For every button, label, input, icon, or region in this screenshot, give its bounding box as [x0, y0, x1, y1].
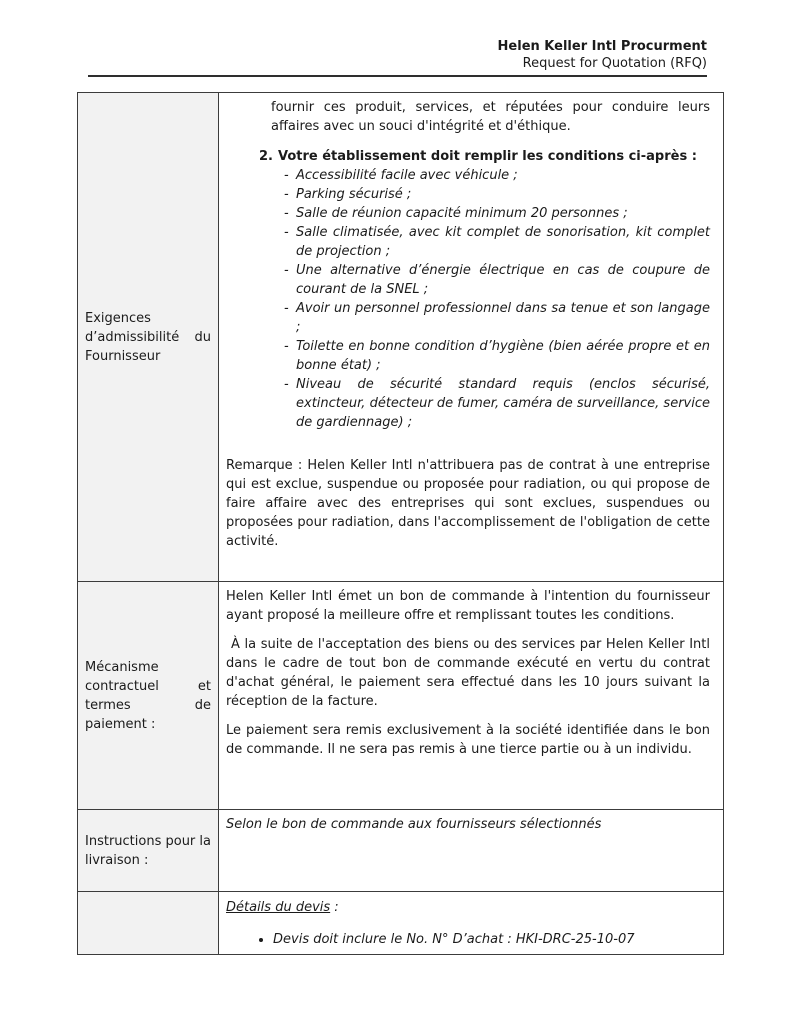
doc-header: [88, 38, 707, 77]
condition-item: - Toilette en bonne condition d’hygiène (bien aérée propre et en bonne état) ;: [284, 337, 710, 375]
condition-item: - Avoir un personnel professionnel dans sa tenue et son langage ;: [284, 299, 710, 337]
conditions-list: [226, 166, 710, 432]
row-quote-details: [78, 892, 724, 955]
condition-item: - Niveau de sécurité standard requis (enclos sécurisé, extincteur, détecteur de fumer, caméra de surveillance, service de gardiennage) ;: [284, 375, 710, 432]
quote-details-heading-colon: :: [330, 900, 339, 915]
condition-item: - Accessibilité facile avec véhicule ;: [284, 166, 710, 185]
contract-paragraph: Le paiement sera remis exclusivement à la société identifiée dans le bon de commande. Il ne sera pas remis à une tierce partie ou à un individu.: [226, 723, 710, 757]
eligibility-continuation-paragraph: fournir ces produit, services, et réputées pour conduire leurs affaires avec un souci d'intégrité et d'éthique.: [271, 100, 710, 134]
quote-details-content-cell: [219, 892, 724, 955]
conditions-heading-number: 2.: [259, 149, 273, 164]
row-contract: [78, 582, 724, 810]
conditions-heading-text: Votre établissement doit remplir les conditions ci-après :: [277, 149, 697, 164]
doc-title: Helen Keller Intl Procurment: [497, 39, 707, 54]
row-delivery: [78, 810, 724, 892]
eligibility-remark: Remarque : Helen Keller Intl n'attribuera pas de contrat à une entreprise qui est exclue, suspendue ou proposée pour radiation, ou qui propose de faire affaire avec des entreprises qui sont exclues, suspendues ou proposées pour radiation, dans l'accomplissement de l'obligation de cette activité.: [226, 458, 710, 549]
delivery-label-cell: [78, 810, 219, 892]
condition-item: - Parking sécurisé ;: [284, 185, 710, 204]
delivery-label: Instructions pour la livraison :: [85, 833, 211, 868]
contract-content-cell: [219, 582, 724, 810]
conditions-heading: [259, 147, 710, 166]
condition-item: - Une alternative d’énergie électrique en cas de coupure de courant de la SNEL ;: [284, 261, 710, 299]
quote-detail-item: • Devis doit inclure le No. N° D’achat : HKI-DRC-25-10-07: [273, 930, 710, 949]
condition-item: - Salle climatisée, avec kit complet de sonorisation, kit complet de projection ;: [284, 223, 710, 261]
eligibility-content-cell: [219, 93, 724, 582]
delivery-content-cell: [219, 810, 724, 892]
contract-label-cell: [78, 582, 219, 810]
contract-paragraph: À la suite de l'acceptation des biens ou des services par Helen Keller Intl dans le cadre de tout bon de commande exécuté en vertu du contrat d'achat général, le paiement sera effectué dans les 10 jours suivant la réception de la facture.: [226, 637, 710, 709]
quote-details-list: [226, 930, 710, 949]
contract-paragraph: Helen Keller Intl émet un bon de commande à l'intention du fournisseur ayant proposé la meilleure offre et remplissant toutes les conditions.: [226, 589, 710, 623]
quote-details-label-cell-empty: [78, 892, 219, 955]
eligibility-label-cell: [78, 93, 219, 582]
quote-details-heading-text: Détails du devis: [226, 900, 331, 915]
quote-details-heading: [226, 898, 710, 917]
rfq-table: [77, 92, 724, 955]
condition-item: - Salle de réunion capacité minimum 20 personnes ;: [284, 204, 710, 223]
contract-label: Mécanisme contractuel et termes de paiement :: [85, 659, 211, 732]
row-eligibility: [78, 93, 724, 582]
eligibility-label: Exigences d’admissibilité du Fournisseur: [85, 310, 211, 364]
delivery-instructions: Selon le bon de commande aux fournisseurs sélectionnés: [226, 817, 602, 832]
doc-subtitle: Request for Quotation (RFQ): [522, 56, 707, 71]
